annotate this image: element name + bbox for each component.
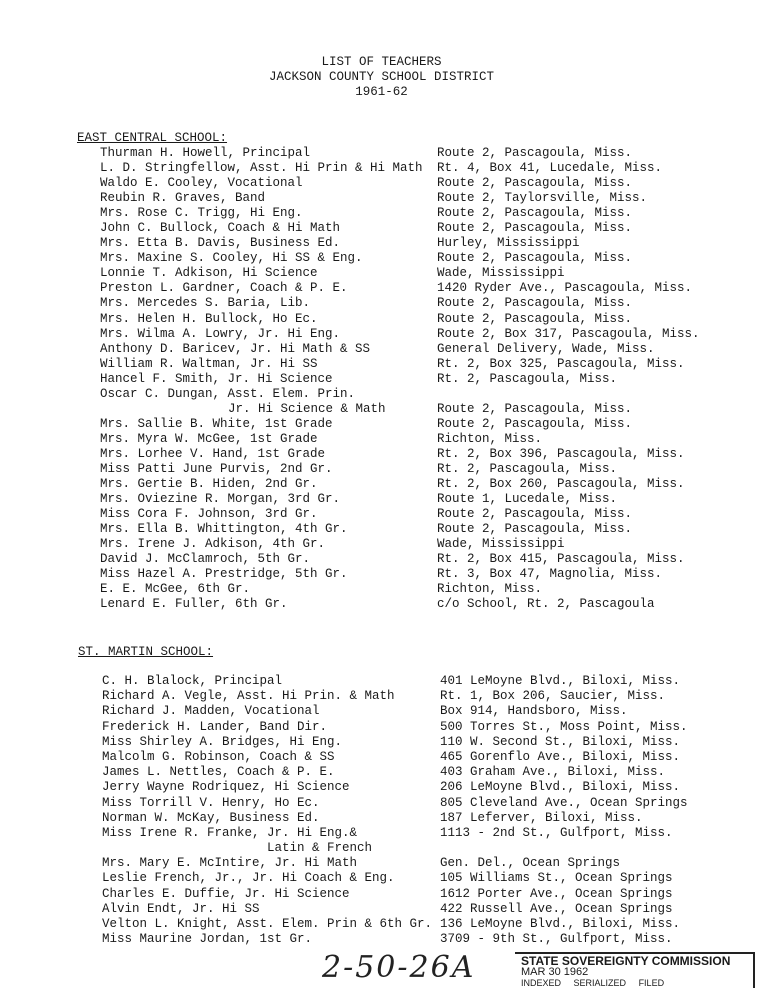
- handwritten-file-number: 2-50-26A: [322, 950, 476, 985]
- teacher-row: [0, 342, 763, 357]
- teacher-name-position: Lenard E. Fuller, 6th Gr.: [100, 597, 288, 612]
- teacher-address: Rt. 1, Box 206, Saucier, Miss.: [440, 689, 666, 704]
- teacher-name-position: Frederick H. Lander, Band Dir.: [102, 719, 328, 734]
- teacher-address: Rt. 2, Pascagoula, Miss.: [437, 461, 618, 476]
- teacher-address: Rt. 2, Box 415, Pascagoula, Miss.: [437, 552, 685, 567]
- teacher-address: Route 2, Pascagoula, Miss.: [437, 146, 633, 160]
- teacher-row: [0, 917, 763, 932]
- teacher-row: [0, 146, 763, 161]
- teacher-name-position: Miss Torrill V. Henry, Ho Ec.: [102, 795, 320, 810]
- teacher-row: [0, 582, 763, 597]
- teacher-row: [0, 387, 763, 402]
- teacher-row: [0, 522, 763, 537]
- teacher-row: [0, 161, 763, 176]
- teacher-name-position: Leslie French, Jr., Jr. Hi Coach & Eng.: [102, 871, 395, 886]
- teacher-row: [0, 281, 763, 296]
- section-title-st-martin: ST. MARTIN SCHOOL:: [78, 645, 214, 659]
- teacher-name-position: Richard A. Vegle, Asst. Hi Prin. & Math: [102, 689, 395, 704]
- teacher-row: [0, 447, 763, 462]
- teacher-address: Gen. Del., Ocean Springs: [440, 856, 621, 871]
- teacher-name-position: Miss Shirley A. Bridges, Hi Eng.: [102, 734, 343, 749]
- teacher-name-position: Waldo E. Cooley, Vocational: [100, 176, 303, 191]
- stamp-date: MAR 30 1962: [521, 966, 589, 978]
- teacher-position-continued: Jr. Hi Science & Math: [228, 401, 386, 416]
- teacher-name-position: E. E. McGee, 6th Gr.: [100, 582, 251, 597]
- teacher-row: [0, 826, 763, 841]
- teacher-row: [0, 856, 763, 871]
- teacher-address: Route 2, Pascagoula, Miss.: [437, 522, 633, 537]
- teacher-row: [0, 597, 763, 612]
- district-name: JACKSON COUNTY SCHOOL DISTRICT: [268, 70, 495, 84]
- teacher-row: [0, 312, 763, 327]
- stamp-label-filed: FILED: [638, 978, 665, 988]
- teacher-row: [0, 477, 763, 492]
- teacher-address: 110 W. Second St., Biloxi, Miss.: [440, 734, 681, 749]
- teacher-address: 3709 - 9th St., Gulfport, Miss.: [440, 932, 673, 947]
- east-central-teacher-list: [0, 146, 763, 612]
- teacher-name-position: Anthony D. Baricev, Jr. Hi Math & SS: [100, 341, 371, 356]
- teacher-address: Rt. 2, Pascagoula, Miss.: [437, 371, 618, 386]
- teacher-address: Route 2, Box 317, Pascagoula, Miss.: [437, 326, 700, 341]
- teacher-address: 206 LeMoyne Blvd., Biloxi, Miss.: [440, 780, 681, 795]
- teacher-address: Hurley, Mississippi: [437, 236, 580, 251]
- teacher-name-position: Mrs. Myra W. McGee, 1st Grade: [100, 431, 318, 446]
- teacher-row: [0, 176, 763, 191]
- teacher-name-position: Miss Hazel A. Prestridge, 5th Gr.: [100, 567, 348, 582]
- teacher-row: [0, 796, 763, 811]
- teacher-address: Rt. 3, Box 47, Magnolia, Miss.: [437, 567, 663, 582]
- teacher-row: [0, 492, 763, 507]
- teacher-row: [0, 567, 763, 582]
- teacher-row: [0, 251, 763, 266]
- teacher-row: [0, 932, 763, 947]
- teacher-address: Route 2, Pascagoula, Miss.: [437, 416, 633, 431]
- teacher-name-position: Lonnie T. Adkison, Hi Science: [100, 266, 318, 281]
- teacher-address: 187 Leferver, Biloxi, Miss.: [440, 810, 643, 825]
- teacher-name-position: Mrs. Maxine S. Cooley, Hi SS & Eng.: [100, 251, 363, 266]
- teacher-row: [0, 236, 763, 251]
- teacher-row: [0, 462, 763, 477]
- teacher-address: Rt. 2, Box 325, Pascagoula, Miss.: [437, 356, 685, 371]
- teacher-row: [0, 327, 763, 342]
- teacher-row: [0, 811, 763, 826]
- teacher-name-position: John C. Bullock, Coach & Hi Math: [100, 221, 341, 236]
- teacher-address: Rt. 2, Box 396, Pascagoula, Miss.: [437, 446, 685, 461]
- teacher-name-position: Hancel F. Smith, Jr. Hi Science: [100, 371, 333, 386]
- teacher-address: 136 LeMoyne Blvd., Biloxi, Miss.: [440, 917, 681, 931]
- teacher-address: Wade, Mississippi: [437, 266, 565, 281]
- teacher-address: 1612 Porter Ave., Ocean Springs: [440, 886, 673, 901]
- teacher-name-position: Mrs. Helen H. Bullock, Ho Ec.: [100, 311, 318, 326]
- teacher-address: Route 1, Lucedale, Miss.: [437, 492, 618, 507]
- teacher-name-position: Charles E. Duffie, Jr. Hi Science: [102, 886, 350, 901]
- teacher-name-position: Malcolm G. Robinson, Coach & SS: [102, 749, 335, 764]
- teacher-address: Rt. 4, Box 41, Lucedale, Miss.: [437, 161, 663, 176]
- teacher-address: 465 Gorenflo Ave., Biloxi, Miss.: [440, 749, 681, 764]
- teacher-address: Rt. 2, Box 260, Pascagoula, Miss.: [437, 477, 685, 492]
- teacher-row: [0, 221, 763, 236]
- teacher-name-position: Mrs. Mercedes S. Baria, Lib.: [100, 296, 311, 311]
- teacher-name-position: Mrs. Gertie B. Hiden, 2nd Gr.: [100, 477, 318, 492]
- teacher-row: [0, 871, 763, 886]
- teacher-name-position: Jerry Wayne Rodriquez, Hi Science: [102, 780, 350, 795]
- teacher-name-position: Richard J. Madden, Vocational: [102, 704, 320, 719]
- teacher-address: Wade, Mississippi: [437, 537, 565, 552]
- teacher-address: Route 2, Taylorsville, Miss.: [437, 191, 648, 206]
- stamp-label-indexed: INDEXED: [521, 978, 562, 988]
- teacher-row: [0, 689, 763, 704]
- teacher-name-position: David J. McClamroch, 5th Gr.: [100, 552, 311, 567]
- teacher-name-position: Mrs. Lorhee V. Hand, 1st Grade: [100, 446, 326, 461]
- teacher-address: Richton, Miss.: [437, 431, 543, 446]
- teacher-row: [0, 720, 763, 735]
- teacher-name-position: Mrs. Wilma A. Lowry, Jr. Hi Eng.: [100, 326, 341, 341]
- commission-stamp: [515, 952, 755, 988]
- teacher-name-position: Mrs. Etta B. Davis, Business Ed.: [100, 236, 341, 251]
- teacher-address: c/o School, Rt. 2, Pascagoula: [437, 597, 655, 612]
- teacher-name-position: Miss Maurine Jordan, 1st Gr.: [102, 932, 313, 947]
- teacher-row: [0, 191, 763, 206]
- teacher-name-position: Thurman H. Howell, Principal: [100, 146, 311, 160]
- st-martin-teacher-list: [0, 674, 763, 947]
- teacher-name-position: Oscar C. Dungan, Asst. Elem. Prin.: [100, 386, 356, 401]
- teacher-name-position: Miss Irene R. Franke, Jr. Hi Eng.&: [102, 825, 358, 840]
- teacher-name-position: Miss Patti June Purvis, 2nd Gr.: [100, 461, 333, 476]
- teacher-row: [0, 507, 763, 522]
- teacher-position-continued: Latin & French: [267, 841, 373, 856]
- teacher-row: [0, 750, 763, 765]
- teacher-row: [0, 765, 763, 780]
- teacher-name-position: Mrs. Sallie B. White, 1st Grade: [100, 416, 333, 431]
- teacher-address: 805 Cleveland Ave., Ocean Springs: [440, 795, 688, 810]
- teacher-name-position: L. D. Stringfellow, Asst. Hi Prin & Hi Math: [100, 161, 423, 176]
- teacher-row: [0, 552, 763, 567]
- teacher-row: [0, 372, 763, 387]
- teacher-row: [0, 735, 763, 750]
- teacher-address: Route 2, Pascagoula, Miss.: [437, 251, 633, 266]
- teacher-name-position: Miss Cora F. Johnson, 3rd Gr.: [100, 507, 318, 522]
- teacher-address: General Delivery, Wade, Miss.: [437, 341, 655, 356]
- stamp-label-serialized: SERIALIZED: [573, 978, 627, 988]
- teacher-name-position: Alvin Endt, Jr. Hi SS: [102, 901, 260, 916]
- teacher-row: [0, 266, 763, 281]
- teacher-name-position: Reubin R. Graves, Band: [100, 191, 266, 206]
- teacher-name-position: Norman W. McKay, Business Ed.: [102, 810, 320, 825]
- document-title: LIST OF TEACHERS: [321, 55, 442, 69]
- teacher-name-position: William R. Waltman, Jr. Hi SS: [100, 356, 318, 371]
- teacher-address: Route 2, Pascagoula, Miss.: [437, 176, 633, 191]
- teacher-address: 500 Torres St., Moss Point, Miss.: [440, 719, 688, 734]
- teacher-address: 403 Graham Ave., Biloxi, Miss.: [440, 765, 666, 780]
- teacher-row: [0, 841, 763, 856]
- teacher-address: 1113 - 2nd St., Gulfport, Miss.: [440, 825, 673, 840]
- teacher-name-position: Velton L. Knight, Asst. Elem. Prin & 6th Gr.: [102, 917, 433, 931]
- teacher-name-position: Preston L. Gardner, Coach & P. E.: [100, 281, 348, 296]
- teacher-address: Route 2, Pascagoula, Miss.: [437, 221, 633, 236]
- teacher-name-position: Mrs. Ella B. Whittington, 4th Gr.: [100, 522, 348, 537]
- teacher-row: [0, 537, 763, 552]
- section-title-east-central: EAST CENTRAL SCHOOL:: [77, 131, 228, 145]
- teacher-row: [0, 902, 763, 917]
- teacher-address: Route 2, Pascagoula, Miss.: [437, 507, 633, 522]
- teacher-name-position: Mrs. Mary E. McIntire, Jr. Hi Math: [102, 856, 358, 871]
- teacher-address: 401 LeMoyne Blvd., Biloxi, Miss.: [440, 674, 681, 688]
- teacher-address: 105 Williams St., Ocean Springs: [440, 871, 673, 886]
- teacher-row: [0, 887, 763, 902]
- teacher-address: 422 Russell Ave., Ocean Springs: [440, 901, 673, 916]
- teacher-row: [0, 296, 763, 311]
- school-year: 1961-62: [355, 85, 408, 99]
- teacher-row: [0, 674, 763, 689]
- teacher-address: 1420 Ryder Ave., Pascagoula, Miss.: [437, 281, 693, 296]
- teacher-name-position: James L. Nettles, Coach & P. E.: [102, 765, 335, 780]
- teacher-address: Route 2, Pascagoula, Miss.: [437, 296, 633, 311]
- teacher-row: [0, 357, 763, 372]
- teacher-address: Route 2, Pascagoula, Miss.: [437, 311, 633, 326]
- teacher-address: Route 2, Pascagoula, Miss.: [437, 206, 633, 221]
- teacher-name-position: Mrs. Oviezine R. Morgan, 3rd Gr.: [100, 492, 341, 507]
- teacher-row: [0, 206, 763, 221]
- teacher-name-position: C. H. Blalock, Principal: [102, 674, 283, 688]
- stamp-agency: STATE SOVEREIGNTY COMMISSION: [521, 954, 731, 968]
- teacher-row: [0, 704, 763, 719]
- stamp-labels: [521, 978, 749, 988]
- teacher-address: Box 914, Handsboro, Miss.: [440, 704, 628, 719]
- teacher-name-position: Mrs. Irene J. Adkison, 4th Gr.: [100, 537, 326, 552]
- teacher-row: [0, 780, 763, 795]
- teacher-row: [0, 417, 763, 432]
- teacher-row: [0, 432, 763, 447]
- teacher-address: Richton, Miss.: [437, 582, 543, 597]
- teacher-address: Route 2, Pascagoula, Miss.: [437, 401, 633, 416]
- teacher-name-position: Mrs. Rose C. Trigg, Hi Eng.: [100, 206, 303, 221]
- teacher-row: [0, 402, 763, 417]
